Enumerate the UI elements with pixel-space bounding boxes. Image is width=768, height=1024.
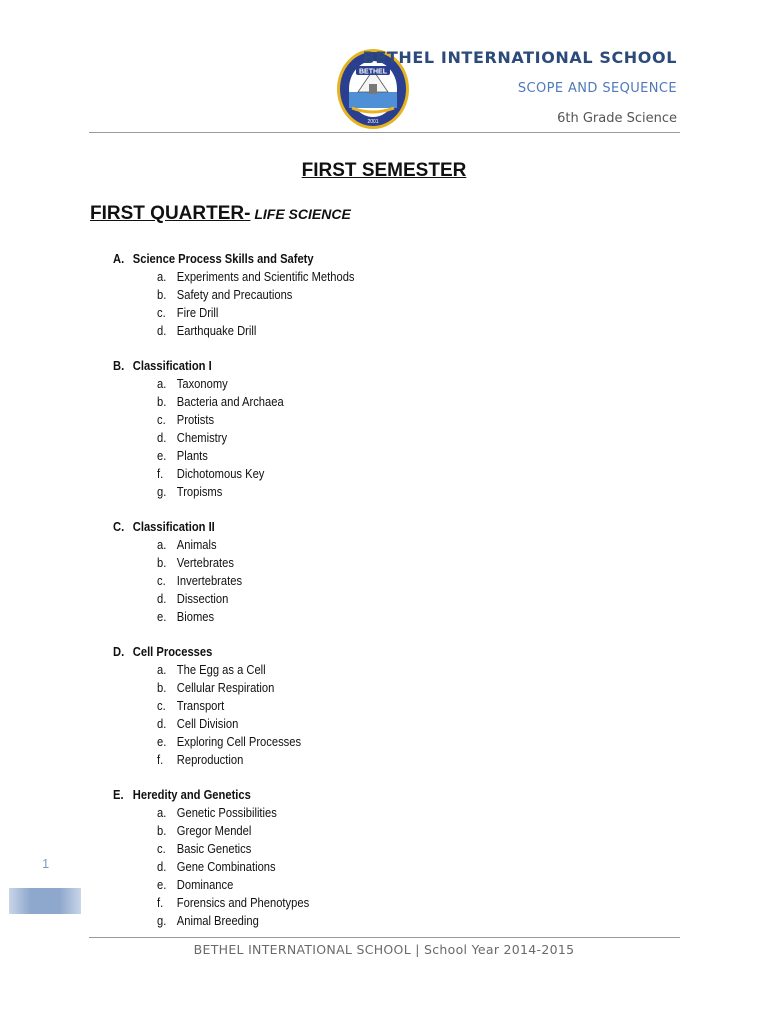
item-text: Reproduction: [176, 752, 244, 767]
list-item: [157, 572, 601, 590]
item-letter: d.: [157, 430, 167, 445]
section-title-text: Classification II: [132, 519, 215, 534]
list-item: [157, 322, 601, 340]
item-letter: d.: [157, 859, 167, 874]
item-text: Fire Drill: [176, 305, 219, 320]
item-letter: e.: [157, 609, 167, 624]
item-text: Basic Genetics: [176, 841, 252, 856]
item-text: Dissection: [176, 591, 229, 606]
item-letter: e.: [157, 877, 167, 892]
list-item: [157, 465, 601, 483]
item-text: Invertebrates: [176, 573, 243, 588]
outline-section: [113, 250, 673, 340]
section-title-text: Science Process Skills and Safety: [132, 251, 314, 266]
list-item: [157, 286, 601, 304]
item-letter: c.: [157, 573, 166, 588]
item-text: Tropisms: [176, 484, 223, 499]
list-item: [157, 483, 601, 501]
quarter-subtitle: LIFE SCIENCE: [250, 206, 351, 222]
grade-label: 6th Grade Science: [557, 111, 677, 126]
list-item: [157, 554, 601, 572]
outline-section: [113, 643, 673, 769]
logo-year: 2001: [367, 119, 379, 125]
item-letter: a.: [157, 805, 167, 820]
section-letter: A.: [113, 251, 125, 266]
section-title: [113, 357, 595, 375]
item-text: Safety and Precautions: [176, 287, 293, 302]
item-text: Bacteria and Archaea: [176, 394, 284, 409]
quarter-heading: [90, 203, 351, 225]
list-item: [157, 268, 601, 286]
list-item: [157, 661, 601, 679]
section-letter: C.: [113, 519, 125, 534]
item-letter: f.: [157, 752, 164, 767]
section-title: [113, 250, 595, 268]
item-letter: b.: [157, 394, 167, 409]
document-subtitle: SCOPE AND SEQUENCE: [517, 81, 677, 96]
item-text: Forensics and Phenotypes: [176, 895, 310, 910]
item-letter: a.: [157, 662, 167, 677]
logo-name: BETHEL: [359, 68, 387, 76]
item-letter: d.: [157, 716, 167, 731]
list-item: [157, 411, 601, 429]
list-item: [157, 590, 601, 608]
page-tab-decoration: [9, 888, 81, 914]
list-item: [157, 894, 601, 912]
item-text: Gregor Mendel: [176, 823, 252, 838]
list-item: [157, 697, 601, 715]
item-letter: a.: [157, 269, 167, 284]
item-text: Protists: [176, 412, 215, 427]
list-item: [157, 912, 601, 930]
section-letter: B.: [113, 358, 125, 373]
outline-section: [113, 786, 673, 930]
item-text: Earthquake Drill: [176, 323, 257, 338]
section-letter: E.: [113, 787, 124, 802]
list-item: [157, 679, 601, 697]
list-item: [157, 608, 601, 626]
item-letter: g.: [157, 484, 167, 499]
item-letter: f.: [157, 895, 164, 910]
item-text: Biomes: [176, 609, 215, 624]
item-letter: d.: [157, 323, 167, 338]
item-text: Dichotomous Key: [176, 466, 265, 481]
item-text: Vertebrates: [176, 555, 234, 570]
section-title-text: Heredity and Genetics: [132, 787, 251, 802]
list-item: [157, 304, 601, 322]
page-footer: BETHEL INTERNATIONAL SCHOOL | School Year 2014-2015: [193, 942, 575, 957]
item-letter: b.: [157, 823, 167, 838]
page-header: [0, 0, 768, 140]
item-text: Cellular Respiration: [176, 680, 275, 695]
item-text: Dominance: [176, 877, 234, 892]
section-title-text: Classification I: [132, 358, 212, 373]
section-letter: D.: [113, 644, 125, 659]
item-text: Taxonomy: [176, 376, 228, 391]
list-item: [157, 822, 601, 840]
section-title-text: Cell Processes: [132, 644, 213, 659]
list-item: [157, 804, 601, 822]
item-text: Exploring Cell Processes: [176, 734, 302, 749]
item-letter: c.: [157, 841, 166, 856]
section-title: [113, 643, 595, 661]
list-item: [157, 858, 601, 876]
item-letter: e.: [157, 734, 167, 749]
item-text: The Egg as a Cell: [176, 662, 266, 677]
list-item: [157, 876, 601, 894]
list-item: [157, 751, 601, 769]
item-letter: e.: [157, 448, 167, 463]
item-letter: c.: [157, 412, 166, 427]
item-letter: f.: [157, 466, 164, 481]
item-letter: a.: [157, 537, 167, 552]
footer-divider: [89, 937, 680, 938]
item-letter: a.: [157, 376, 167, 391]
list-item: [157, 375, 601, 393]
list-item: [157, 536, 601, 554]
outline-section: [113, 357, 673, 501]
section-title: [113, 786, 595, 804]
outline-section: [113, 518, 673, 626]
header-divider: [89, 132, 680, 133]
item-letter: c.: [157, 698, 166, 713]
item-letter: d.: [157, 591, 167, 606]
item-text: Cell Division: [176, 716, 239, 731]
list-item: [157, 715, 601, 733]
list-item: [157, 447, 601, 465]
page-number: 1: [42, 856, 50, 871]
list-item: [157, 733, 601, 751]
item-text: Experiments and Scientific Methods: [176, 269, 355, 284]
outline-list: [113, 250, 673, 947]
quarter-title: FIRST QUARTER-: [90, 203, 251, 224]
list-item: [157, 840, 601, 858]
item-text: Animal Breeding: [176, 913, 259, 928]
item-letter: b.: [157, 287, 167, 302]
list-item: [157, 393, 601, 411]
item-text: Genetic Possibilities: [176, 805, 277, 820]
item-text: Plants: [176, 448, 208, 463]
item-text: Gene Combinations: [176, 859, 276, 874]
item-letter: b.: [157, 680, 167, 695]
school-name: BETHEL INTERNATIONAL SCHOOL: [362, 48, 677, 67]
section-title: [113, 518, 595, 536]
item-letter: g.: [157, 913, 167, 928]
list-item: [157, 429, 601, 447]
item-letter: c.: [157, 305, 166, 320]
item-text: Transport: [176, 698, 225, 713]
item-text: Animals: [176, 537, 217, 552]
semester-title: FIRST SEMESTER: [301, 160, 467, 181]
item-letter: b.: [157, 555, 167, 570]
item-text: Chemistry: [176, 430, 228, 445]
